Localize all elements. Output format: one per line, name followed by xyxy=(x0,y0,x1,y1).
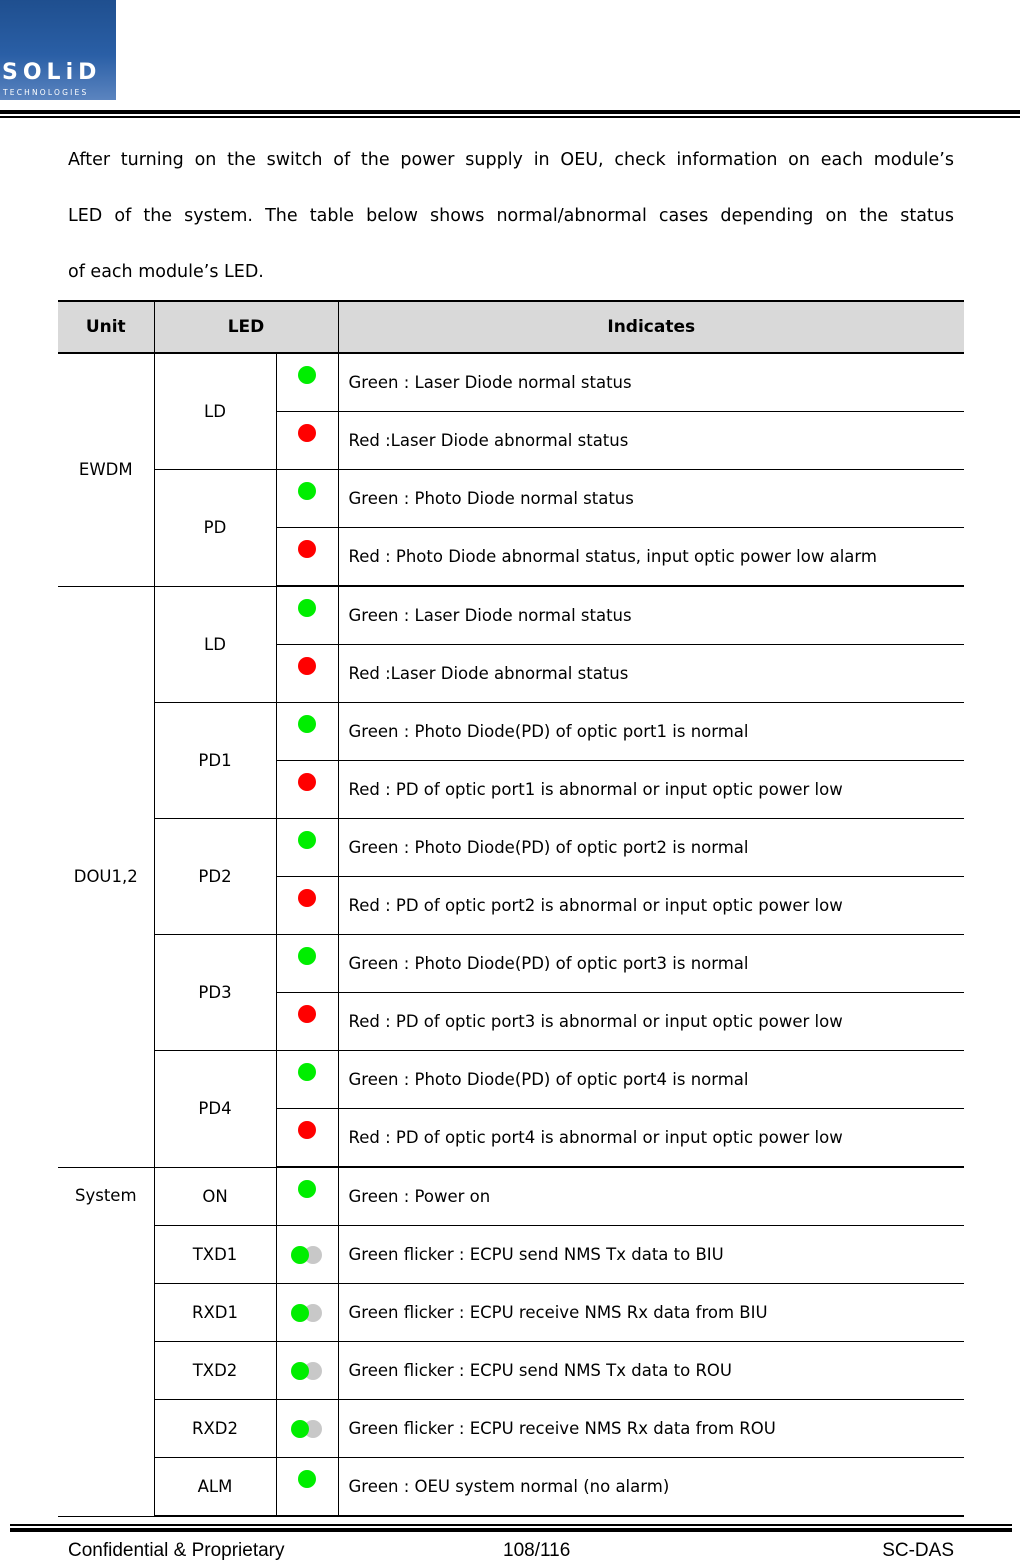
led-status-table xyxy=(58,300,964,1517)
indicates-text: Green flicker : ECPU send NMS Tx data to BIU xyxy=(338,1226,964,1284)
indicates-text: Green : Photo Diode normal status xyxy=(338,470,964,528)
indicates-text: Green : Laser Diode normal status xyxy=(338,586,964,645)
unit-ewdm: EWDM xyxy=(58,353,154,586)
table-row xyxy=(58,935,964,993)
indicates-text: Red : PD of optic port1 is abnormal or input optic power low xyxy=(338,761,964,819)
red-led-icon xyxy=(298,1121,316,1139)
flicker-led-icon xyxy=(291,1420,323,1438)
intro-paragraph xyxy=(68,132,954,300)
indicates-text: Green : OEU system normal (no alarm) xyxy=(338,1458,964,1517)
footer-page-number: 108/116 xyxy=(503,1540,571,1561)
red-led-icon xyxy=(298,773,316,791)
header-rule-thin xyxy=(0,116,1020,118)
logo-subtext: TECHNOLOGIES xyxy=(3,88,89,97)
green-led-icon xyxy=(298,831,316,849)
indicates-text: Red :Laser Diode abnormal status xyxy=(338,645,964,703)
green-led-icon xyxy=(298,366,316,384)
footer-doc-name: SC-DAS xyxy=(882,1540,954,1561)
footer-confidential: Confidential & Proprietary xyxy=(68,1540,285,1561)
intro-line-3: of each module’s LED. xyxy=(68,262,264,282)
table-row xyxy=(58,1051,964,1109)
table-row xyxy=(58,586,964,645)
led-dou-pd2: PD2 xyxy=(154,819,276,935)
indicates-text: Green flicker : ECPU receive NMS Rx data from BIU xyxy=(338,1284,964,1342)
led-ewdm-pd: PD xyxy=(154,470,276,587)
unit-system: System xyxy=(58,1167,154,1516)
green-led-icon xyxy=(298,1470,316,1488)
intro-line-2: LED of the system. The table below shows normal/abnormal cases depending on the status xyxy=(68,206,954,226)
table-row xyxy=(58,1342,964,1400)
led-sys-alm: ALM xyxy=(154,1458,276,1517)
logo-text: SOLiD xyxy=(2,60,102,85)
led-sys-on: ON xyxy=(154,1167,276,1226)
indicates-text: Red : PD of optic port2 is abnormal or input optic power low xyxy=(338,877,964,935)
red-led-icon xyxy=(298,540,316,558)
header-indicates: Indicates xyxy=(338,301,964,353)
indicates-text: Green flicker : ECPU send NMS Tx data to ROU xyxy=(338,1342,964,1400)
table-row xyxy=(58,353,964,412)
table-row xyxy=(58,703,964,761)
green-led-icon xyxy=(298,947,316,965)
led-dou-pd4: PD4 xyxy=(154,1051,276,1168)
unit-dou: DOU1,2 xyxy=(58,586,154,1167)
indicates-text: Green flicker : ECPU receive NMS Rx data from ROU xyxy=(338,1400,964,1458)
indicates-text: Green : Photo Diode(PD) of optic port3 is normal xyxy=(338,935,964,993)
header-rule-thick xyxy=(0,110,1020,114)
led-sys-rxd1: RXD1 xyxy=(154,1284,276,1342)
green-led-icon xyxy=(298,599,316,617)
led-dou-pd1: PD1 xyxy=(154,703,276,819)
green-led-icon xyxy=(298,1063,316,1081)
red-led-icon xyxy=(298,889,316,907)
indicates-text: Green : Photo Diode(PD) of optic port2 is normal xyxy=(338,819,964,877)
table-row xyxy=(58,470,964,528)
table-row xyxy=(58,1167,964,1226)
indicates-text: Green : Power on xyxy=(338,1167,964,1226)
green-led-icon xyxy=(298,715,316,733)
flicker-led-icon xyxy=(291,1362,323,1380)
green-led-icon xyxy=(298,482,316,500)
table-row xyxy=(58,1284,964,1342)
led-dou-pd3: PD3 xyxy=(154,935,276,1051)
led-sys-txd1: TXD1 xyxy=(154,1226,276,1284)
indicates-text: Green : Laser Diode normal status xyxy=(338,353,964,412)
indicates-text: Red : PD of optic port4 is abnormal or input optic power low xyxy=(338,1109,964,1168)
indicates-text: Red : PD of optic port3 is abnormal or input optic power low xyxy=(338,993,964,1051)
flicker-led-icon xyxy=(291,1304,323,1322)
indicates-text: Red :Laser Diode abnormal status xyxy=(338,412,964,470)
red-led-icon xyxy=(298,657,316,675)
table-row xyxy=(58,1458,964,1517)
indicates-text: Green : Photo Diode(PD) of optic port1 is normal xyxy=(338,703,964,761)
header-unit: Unit xyxy=(58,301,154,353)
led-dou-ld: LD xyxy=(154,586,276,703)
intro-line-1: After turning on the switch of the power supply in OEU, check information on each module’s xyxy=(68,150,954,170)
led-sys-txd2: TXD2 xyxy=(154,1342,276,1400)
table-header-row xyxy=(58,301,964,353)
red-led-icon xyxy=(298,424,316,442)
indicates-text: Red : Photo Diode abnormal status, input optic power low alarm xyxy=(338,528,964,587)
footer-rule-thick xyxy=(10,1528,1012,1532)
table-row xyxy=(58,1400,964,1458)
red-led-icon xyxy=(298,1005,316,1023)
company-logo xyxy=(0,0,116,100)
led-ewdm-ld: LD xyxy=(154,353,276,470)
green-led-icon xyxy=(298,1180,316,1198)
indicates-text: Green : Photo Diode(PD) of optic port4 is normal xyxy=(338,1051,964,1109)
footer-rule-thin xyxy=(10,1524,1012,1526)
header-led: LED xyxy=(154,301,338,353)
table-row xyxy=(58,819,964,877)
table-row xyxy=(58,1226,964,1284)
flicker-led-icon xyxy=(291,1246,323,1264)
led-sys-rxd2: RXD2 xyxy=(154,1400,276,1458)
